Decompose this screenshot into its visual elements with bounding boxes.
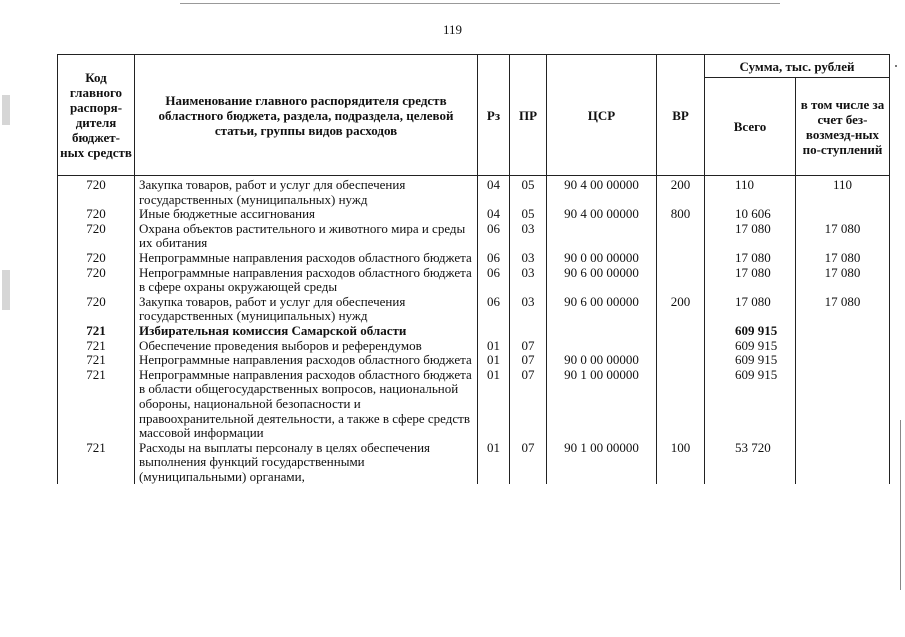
cell-including bbox=[796, 441, 890, 485]
scan-left-mark bbox=[2, 270, 10, 310]
cell-csr: 90 1 00 00000 bbox=[547, 441, 657, 485]
cell-vr bbox=[657, 339, 705, 354]
cell-vr bbox=[657, 324, 705, 339]
cell-pr: 07 bbox=[510, 353, 547, 368]
cell-total: 10 606 bbox=[705, 207, 796, 222]
cell-vr bbox=[657, 266, 705, 295]
cell-code: 720 bbox=[58, 266, 135, 295]
cell-rz: 04 bbox=[478, 207, 510, 222]
cell-csr: 90 1 00 00000 bbox=[547, 368, 657, 441]
cell-code: 720 bbox=[58, 222, 135, 251]
cell-rz: 06 bbox=[478, 251, 510, 266]
scan-dot bbox=[895, 65, 897, 67]
cell-csr bbox=[547, 339, 657, 354]
header-total: Всего bbox=[705, 78, 796, 176]
cell-total: 53 720 bbox=[705, 441, 796, 485]
cell-vr: 800 bbox=[657, 207, 705, 222]
table-row bbox=[58, 295, 890, 324]
cell-rz: 06 bbox=[478, 266, 510, 295]
cell-pr: 03 bbox=[510, 222, 547, 251]
cell-csr: 90 0 00 00000 bbox=[547, 251, 657, 266]
cell-total: 17 080 bbox=[705, 295, 796, 324]
cell-vr bbox=[657, 222, 705, 251]
page-number: 119 bbox=[442, 22, 463, 37]
cell-code: 721 bbox=[58, 368, 135, 441]
header-including: в том числе за счет без-возмезд-ных по-ступлений bbox=[796, 78, 890, 176]
budget-table bbox=[57, 54, 890, 484]
cell-name: Непрограммные направления расходов областного бюджета в области общегосударственных вопросов, национальной обороны, национальной безопасности и правоохранительной деятельности, а также в сфере средств массовой информации bbox=[135, 368, 478, 441]
cell-pr: 05 bbox=[510, 207, 547, 222]
cell-total: 609 915 bbox=[705, 353, 796, 368]
cell-name: Охрана объектов растительного и животного мира и среды их обитания bbox=[135, 222, 478, 251]
cell-pr: 07 bbox=[510, 441, 547, 485]
cell-including: 17 080 bbox=[796, 295, 890, 324]
cell-csr bbox=[547, 324, 657, 339]
cell-pr: 03 bbox=[510, 266, 547, 295]
cell-including bbox=[796, 339, 890, 354]
cell-rz bbox=[478, 324, 510, 339]
cell-csr: 90 6 00 00000 bbox=[547, 295, 657, 324]
cell-name: Непрограммные направления расходов областного бюджета bbox=[135, 251, 478, 266]
cell-vr bbox=[657, 251, 705, 266]
cell-total: 17 080 bbox=[705, 222, 796, 251]
table-row bbox=[58, 251, 890, 266]
cell-code: 720 bbox=[58, 176, 135, 208]
cell-rz: 04 bbox=[478, 176, 510, 208]
cell-including: 17 080 bbox=[796, 266, 890, 295]
header-sum-group: Сумма, тыс. рублей bbox=[705, 55, 890, 78]
cell-csr: 90 0 00 00000 bbox=[547, 353, 657, 368]
cell-total: 609 915 bbox=[705, 368, 796, 441]
header-rz: Рз bbox=[478, 55, 510, 176]
cell-vr bbox=[657, 368, 705, 441]
table-row bbox=[58, 353, 890, 368]
table-row bbox=[58, 339, 890, 354]
header-vr: ВР bbox=[657, 55, 705, 176]
cell-vr: 100 bbox=[657, 441, 705, 485]
cell-vr: 200 bbox=[657, 295, 705, 324]
cell-csr: 90 4 00 00000 bbox=[547, 176, 657, 208]
cell-name: Иные бюджетные ассигнования bbox=[135, 207, 478, 222]
cell-name: Обеспечение проведения выборов и референдумов bbox=[135, 339, 478, 354]
table-row bbox=[58, 441, 890, 485]
cell-pr: 07 bbox=[510, 368, 547, 441]
cell-code: 720 bbox=[58, 295, 135, 324]
cell-including: 17 080 bbox=[796, 251, 890, 266]
cell-total: 17 080 bbox=[705, 266, 796, 295]
cell-code: 721 bbox=[58, 339, 135, 354]
cell-code: 720 bbox=[58, 251, 135, 266]
cell-pr: 03 bbox=[510, 295, 547, 324]
header-code: Код главного распоря-дителя бюджет-ных средств bbox=[58, 55, 135, 176]
cell-vr bbox=[657, 353, 705, 368]
cell-pr: 07 bbox=[510, 339, 547, 354]
cell-code: 721 bbox=[58, 353, 135, 368]
cell-name: Непрограммные направления расходов областного бюджета bbox=[135, 353, 478, 368]
header-pr: ПР bbox=[510, 55, 547, 176]
cell-pr: 05 bbox=[510, 176, 547, 208]
cell-including: 110 bbox=[796, 176, 890, 208]
cell-total: 110 bbox=[705, 176, 796, 208]
table-row bbox=[58, 176, 890, 208]
table-row bbox=[58, 368, 890, 441]
cell-name: Закупка товаров, работ и услуг для обеспечения государственных (муниципальных) нужд bbox=[135, 295, 478, 324]
cell-pr bbox=[510, 324, 547, 339]
cell-rz: 01 bbox=[478, 353, 510, 368]
header-row bbox=[58, 55, 890, 78]
scan-right-edge bbox=[900, 420, 901, 590]
cell-name: Избирательная комиссия Самарской области bbox=[135, 324, 478, 339]
cell-rz: 01 bbox=[478, 441, 510, 485]
table-row bbox=[58, 324, 890, 339]
table-row bbox=[58, 207, 890, 222]
cell-including bbox=[796, 353, 890, 368]
cell-name: Непрограммные направления расходов областного бюджета в сфере охраны окружающей среды bbox=[135, 266, 478, 295]
cell-rz: 01 bbox=[478, 368, 510, 441]
cell-including bbox=[796, 207, 890, 222]
cell-pr: 03 bbox=[510, 251, 547, 266]
cell-code: 721 bbox=[58, 441, 135, 485]
header-csr: ЦСР bbox=[547, 55, 657, 176]
header-name: Наименование главного распорядителя средств областного бюджета, раздела, подраздела, целевой статьи, группы видов расходов bbox=[135, 55, 478, 176]
cell-name: Закупка товаров, работ и услуг для обеспечения государственных (муниципальных) нужд bbox=[135, 176, 478, 208]
cell-csr: 90 4 00 00000 bbox=[547, 207, 657, 222]
cell-code: 720 bbox=[58, 207, 135, 222]
cell-csr bbox=[547, 222, 657, 251]
table-row bbox=[58, 266, 890, 295]
cell-including: 17 080 bbox=[796, 222, 890, 251]
cell-rz: 06 bbox=[478, 222, 510, 251]
cell-including bbox=[796, 368, 890, 441]
cell-total: 609 915 bbox=[705, 324, 796, 339]
cell-code: 721 bbox=[58, 324, 135, 339]
cell-csr: 90 6 00 00000 bbox=[547, 266, 657, 295]
cell-total: 17 080 bbox=[705, 251, 796, 266]
cell-rz: 06 bbox=[478, 295, 510, 324]
cell-vr: 200 bbox=[657, 176, 705, 208]
cell-total: 609 915 bbox=[705, 339, 796, 354]
cell-including bbox=[796, 324, 890, 339]
scan-left-mark bbox=[2, 95, 10, 125]
table-body bbox=[58, 176, 890, 485]
scan-top-rule bbox=[180, 3, 780, 4]
cell-name: Расходы на выплаты персоналу в целях обеспечения выполнения функций государственными (муниципальными) органами, bbox=[135, 441, 478, 485]
table-row bbox=[58, 222, 890, 251]
cell-rz: 01 bbox=[478, 339, 510, 354]
